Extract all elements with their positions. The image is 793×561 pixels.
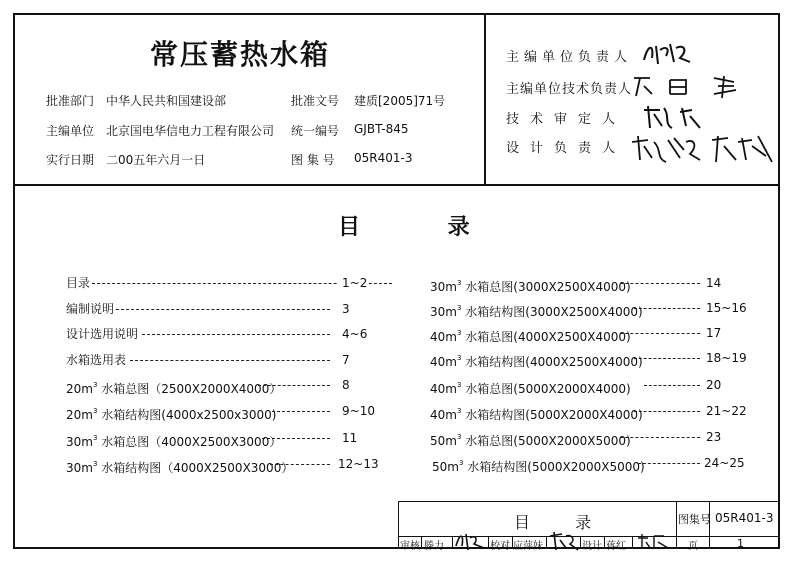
toc-item-label: 水箱总图(3000X2500X4000) [465,280,631,294]
toc-item[interactable] [432,455,752,474]
sig-label-design-lead: 设计负责人 [506,141,627,156]
toc-heading [338,210,510,241]
toc-item-page: 1~2 [338,275,367,291]
toc-item-page: 9~10 [342,404,375,418]
toc-item[interactable] [66,456,379,475]
signature-review [454,530,488,552]
toc-item[interactable] [430,350,750,369]
toc-unit-sup: 3 [92,460,98,468]
toc-volume: 20m [66,408,93,422]
toc-item-page: 3 [342,302,350,316]
approval-dept: 中华人民共和国建设部 [106,94,227,108]
tb-cell-divider [604,536,605,549]
toc-volume: 40m [430,382,457,396]
toc-unit-sup: 3 [456,354,462,362]
toc-unit-sup: 3 [456,381,462,389]
toc-item-label: 水箱结构图(4000X2500X4000) [465,355,643,369]
toc-item-label: 水箱结构图(5000X2000X4000) [465,408,643,422]
toc-unit-sup: 3 [456,433,462,441]
toc-item[interactable] [430,403,750,422]
tb-atlas-no: 05R401-3 [715,511,774,525]
toc-item-label: 设计选用说明 [66,327,139,341]
toc-item-label-wrap [66,430,281,450]
toc-leader [620,283,700,284]
toc-leader [634,308,700,309]
toc-item-label: 水箱总图（2500X2000X4000） [101,382,282,396]
toc-item-label-wrap [430,325,631,345]
toc-volume: 50m [432,460,459,474]
toc-leader [130,360,330,361]
toc-leader [272,411,330,412]
toc-item-page: 21~22 [706,404,747,418]
toc-item-label: 水箱总图(5000X2000X5000) [465,434,631,448]
approval-doc: 建质[2005]71号 [354,94,446,108]
page-title: 常压蓄热水箱 [150,38,331,71]
toc-leader [634,411,700,412]
impl-date-label: 实行日期 [46,153,95,167]
impl-date: 二00五年六月一日 [106,153,206,167]
toc-item[interactable] [66,403,375,422]
toc-unit-sup: 3 [456,407,462,415]
toc-item-label: 水箱结构图(5000X2000X5000) [467,460,645,474]
toc-item-label: 目录 [66,276,91,290]
toc-item-label-wrap [432,455,645,475]
toc-unit-sup: 3 [458,459,464,467]
toc-item-page: 15~16 [706,301,747,315]
toc-item[interactable] [430,300,750,319]
toc-item[interactable] [66,275,366,291]
toc-leader [116,309,330,310]
toc-item-label: 水箱结构图(3000X2500X4000) [465,305,643,319]
toc-item-label: 编制说明 [66,302,115,316]
toc-unit-sup: 3 [456,304,462,312]
tb-drawing-title: 目 录 [514,513,612,532]
tb-cell-divider [488,536,489,549]
tb-atlas-divider [676,501,677,549]
toc-leader [620,437,700,438]
tb-design-name: 蒋红 [606,541,626,552]
toc-item-label-wrap [430,300,643,320]
approval-doc-label: 批准文号 [291,94,340,108]
toc-item[interactable] [66,377,366,396]
toc-item-page: 20 [706,378,722,392]
toc-leader [638,463,700,464]
toc-unit-sup: 3 [92,381,98,389]
toc-heading-text: 目 录 [338,215,510,240]
toc-volume: 30m [66,461,93,475]
tb-page-no: 1 [737,537,744,550]
toc-item-page: 23 [706,430,722,444]
toc-item-page: 24~25 [704,456,745,470]
toc-item-label-wrap [66,403,276,423]
toc-item-page: 4~6 [342,327,368,341]
toc-volume: 40m [430,355,457,369]
toc-item[interactable] [430,377,750,396]
toc-leader [644,385,700,386]
toc-item-label: 水箱总图(4000X2500X4000) [465,330,631,344]
toc-item-page: 14 [706,276,722,290]
toc-unit-sup: 3 [92,434,98,442]
toc-leader [258,385,330,386]
atlas-no-label: 图 集 号 [291,153,335,167]
toc-item-label: 水箱结构图（4000X2500X3000） [101,461,294,475]
toc-unit-sup: 3 [92,407,98,415]
toc-volume: 40m [430,330,457,344]
toc-volume: 40m [430,408,457,422]
toc-volume: 30m [430,280,457,294]
toc-item-label: 水箱总图（4000X2500X3000） [101,435,282,449]
atlas-no: 05R401-3 [354,151,413,165]
toc-item-label-wrap [66,456,293,476]
toc-volume: 20m [66,382,93,396]
toc-item[interactable] [66,326,366,342]
toc-item-label-wrap [430,275,631,295]
toc-item-label: 水箱结构图(4000x2500x3000) [101,408,277,422]
tb-cell-divider [580,536,581,549]
toc-unit-sup: 3 [456,329,462,337]
toc-item-label-wrap [430,429,631,449]
toc-item-page: 8 [342,378,350,392]
tb-review-label: 审核 [400,541,420,552]
tb-check-label: 校对 [490,541,510,552]
toc-item-label-wrap [66,377,281,397]
toc-item-page: 18~19 [706,351,747,365]
toc-leader [620,333,700,334]
toc-item-page: 11 [342,431,358,445]
sig-label-tech-lead: 主编单位技术负责人 [506,82,633,97]
tb-design-label: 设计 [582,541,602,552]
tb-cell-divider [632,536,633,549]
editor-unit-label: 主编单位 [46,124,95,138]
signature-check [548,530,580,552]
toc-item[interactable] [430,429,750,448]
tb-cell-divider [452,536,453,549]
toc-leader [634,358,700,359]
tb-review-name: 滕力 [424,541,444,552]
toc-item-label-wrap [430,403,643,423]
toc-item-label: 水箱总图(5000X2000X4000) [465,382,631,396]
unified-no: GJBT-845 [354,122,409,136]
toc-leader [262,438,330,439]
toc-item[interactable] [66,301,366,317]
toc-item[interactable] [66,430,366,449]
signature-tech-lead [630,72,750,100]
tb-cell-divider [421,536,422,549]
signature-design-lead [628,132,776,168]
toc-leader [142,334,330,335]
tb-check-name: 应萍妹 [513,541,543,552]
tb-top-line [398,501,780,502]
unified-no-label: 统一编号 [291,124,340,138]
toc-unit-sup: 3 [456,279,462,287]
signature-divider [484,13,486,185]
editor-unit: 北京国电华信电力工程有限公司 [106,124,275,138]
signature-design [636,532,674,550]
tb-page-label: 页 [688,541,698,552]
toc-volume: 30m [66,435,93,449]
toc-item-label: 水箱选用表 [66,353,127,367]
header-divider [13,184,780,186]
toc-item[interactable] [66,352,366,368]
toc-item-label-wrap [430,350,643,370]
toc-item-page: 12~13 [338,457,379,471]
sig-label-chief-editor: 主编单位负责人 [506,50,633,65]
signature-tech-reviewer [640,102,710,132]
sig-label-tech-reviewer: 技术审定人 [506,112,627,127]
tb-cell-divider [546,536,547,549]
toc-item-page: 17 [706,326,722,340]
toc-item-label-wrap [430,377,631,397]
approval-dept-label: 批准部门 [46,94,95,108]
tb-atlas-label: 图集号 [678,513,711,526]
toc-leader [270,464,330,465]
toc-volume: 50m [430,434,457,448]
signature-chief-editor [640,40,700,68]
toc-item[interactable] [430,275,750,294]
tb-left-line [398,501,399,549]
toc-item[interactable] [430,325,750,344]
toc-item-page: 7 [342,353,350,367]
toc-volume: 30m [430,305,457,319]
